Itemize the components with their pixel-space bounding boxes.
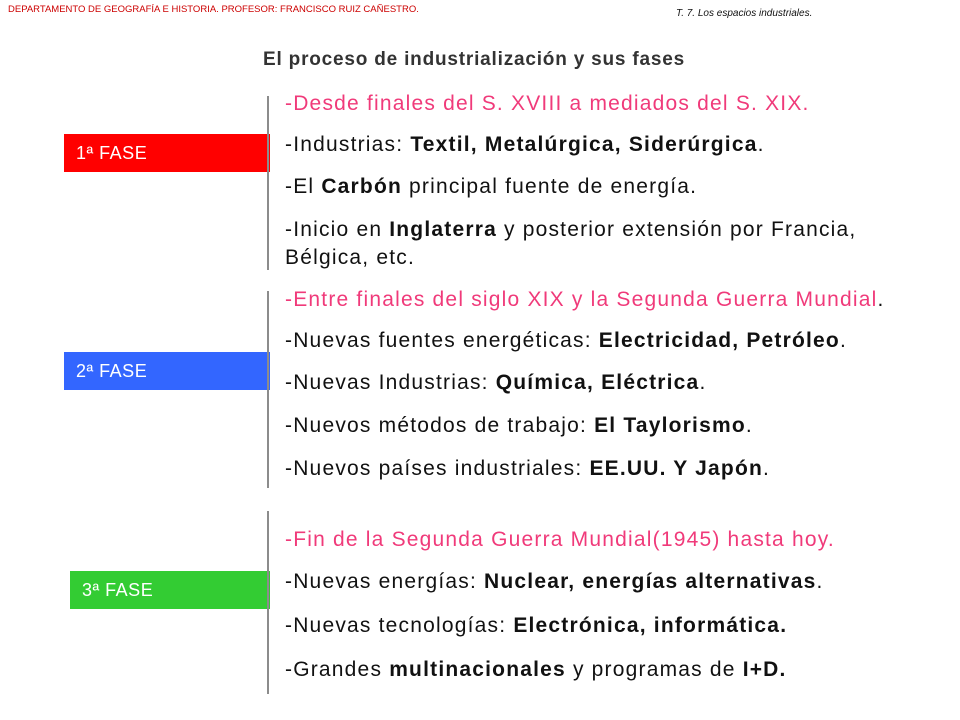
- line-text: Bélgica, etc.: [285, 246, 415, 269]
- line-text: -Entre finales del siglo XIX y la Segunda Guerra Mundial: [285, 288, 878, 311]
- line-text: -Nuevas Industrias:: [285, 371, 496, 394]
- phase-2-divider: [267, 291, 269, 488]
- line-text: -El: [285, 175, 322, 198]
- line-text: .: [757, 133, 765, 156]
- line-bold-text: EE.UU. Y Japón: [589, 457, 764, 480]
- phase-3-divider: [267, 511, 269, 694]
- phase-3-line-multinationals: [285, 658, 787, 682]
- line-bold-text: Textil, Metalúrgica, Siderúrgica: [410, 133, 758, 156]
- line-text: -Nuevos métodos de trabajo:: [285, 414, 595, 437]
- phase-2-box: [64, 352, 270, 390]
- phase-1-line-industries: [285, 133, 765, 157]
- phase-3-line-energy: [285, 570, 824, 594]
- phase-2-line-industries: [285, 371, 707, 395]
- page-title: El proceso de industrialización y sus fases: [263, 49, 685, 70]
- line-text: .: [699, 371, 707, 394]
- line-bold-text: Química, Eléctrica: [495, 371, 700, 394]
- line-text: -Nuevas energías:: [285, 570, 485, 593]
- phase-1-divider: [267, 96, 269, 270]
- phase-2-line-countries: [285, 457, 770, 481]
- department-header: DEPARTAMENTO DE GEOGRAFÍA E HISTORIA. PROFESOR: FRANCISCO RUIZ CAÑESTRO.: [8, 4, 419, 15]
- phase-2-line-period: [285, 288, 885, 312]
- line-bold-text: Electrónica, informática.: [513, 614, 788, 637]
- phase-1-line-period: [285, 92, 810, 116]
- phase-3-box: [70, 571, 270, 609]
- line-text: -Industrias:: [285, 133, 411, 156]
- phase-1-line-energy: [285, 175, 697, 199]
- phase-2-line-energy: [285, 329, 847, 353]
- topic-header: T. 7. Los espacios industriales.: [676, 8, 813, 19]
- line-text: .: [839, 329, 847, 352]
- line-text: .: [763, 457, 771, 480]
- line-text: -Grandes: [285, 658, 390, 681]
- line-text: -Desde finales del S. XVIII a mediados del S. XIX.: [285, 92, 810, 115]
- line-text: -Nuevas fuentes energéticas:: [285, 329, 599, 352]
- line-bold-text: Nuclear, energías alternativas: [484, 570, 817, 593]
- line-text: .: [877, 288, 885, 311]
- phase-2-line-methods: [285, 414, 753, 438]
- line-text: .: [745, 414, 753, 437]
- line-text: -Nuevas tecnologías:: [285, 614, 514, 637]
- line-text: -Nuevos países industriales:: [285, 457, 590, 480]
- line-text: -Fin de la Segunda Guerra Mundial(1945) hasta hoy.: [285, 528, 835, 551]
- phase-1-label: 1ª FASE: [76, 142, 148, 163]
- line-bold-text: multinacionales: [389, 658, 566, 681]
- phase-1-box: [64, 134, 270, 172]
- phase-1-line-origin: [285, 216, 856, 272]
- line-bold-text: Carbón: [321, 175, 403, 198]
- line-bold-text: I+D.: [742, 658, 787, 681]
- line-text: y programas de: [565, 658, 743, 681]
- phase-3-line-technology: [285, 614, 787, 638]
- phase-2-label: 2ª FASE: [76, 360, 148, 381]
- line-bold-text: El Taylorismo: [594, 414, 746, 437]
- line-text: principal fuente de energía.: [402, 175, 698, 198]
- phase-3-label: 3ª FASE: [82, 579, 154, 600]
- line-text: y posterior extensión por Francia,: [496, 218, 857, 241]
- line-text: .: [816, 570, 824, 593]
- line-text: -Inicio en: [285, 218, 390, 241]
- line-bold-text: Inglaterra: [389, 218, 497, 241]
- phase-3-line-period: [285, 528, 835, 552]
- line-bold-text: Electricidad, Petróleo: [598, 329, 840, 352]
